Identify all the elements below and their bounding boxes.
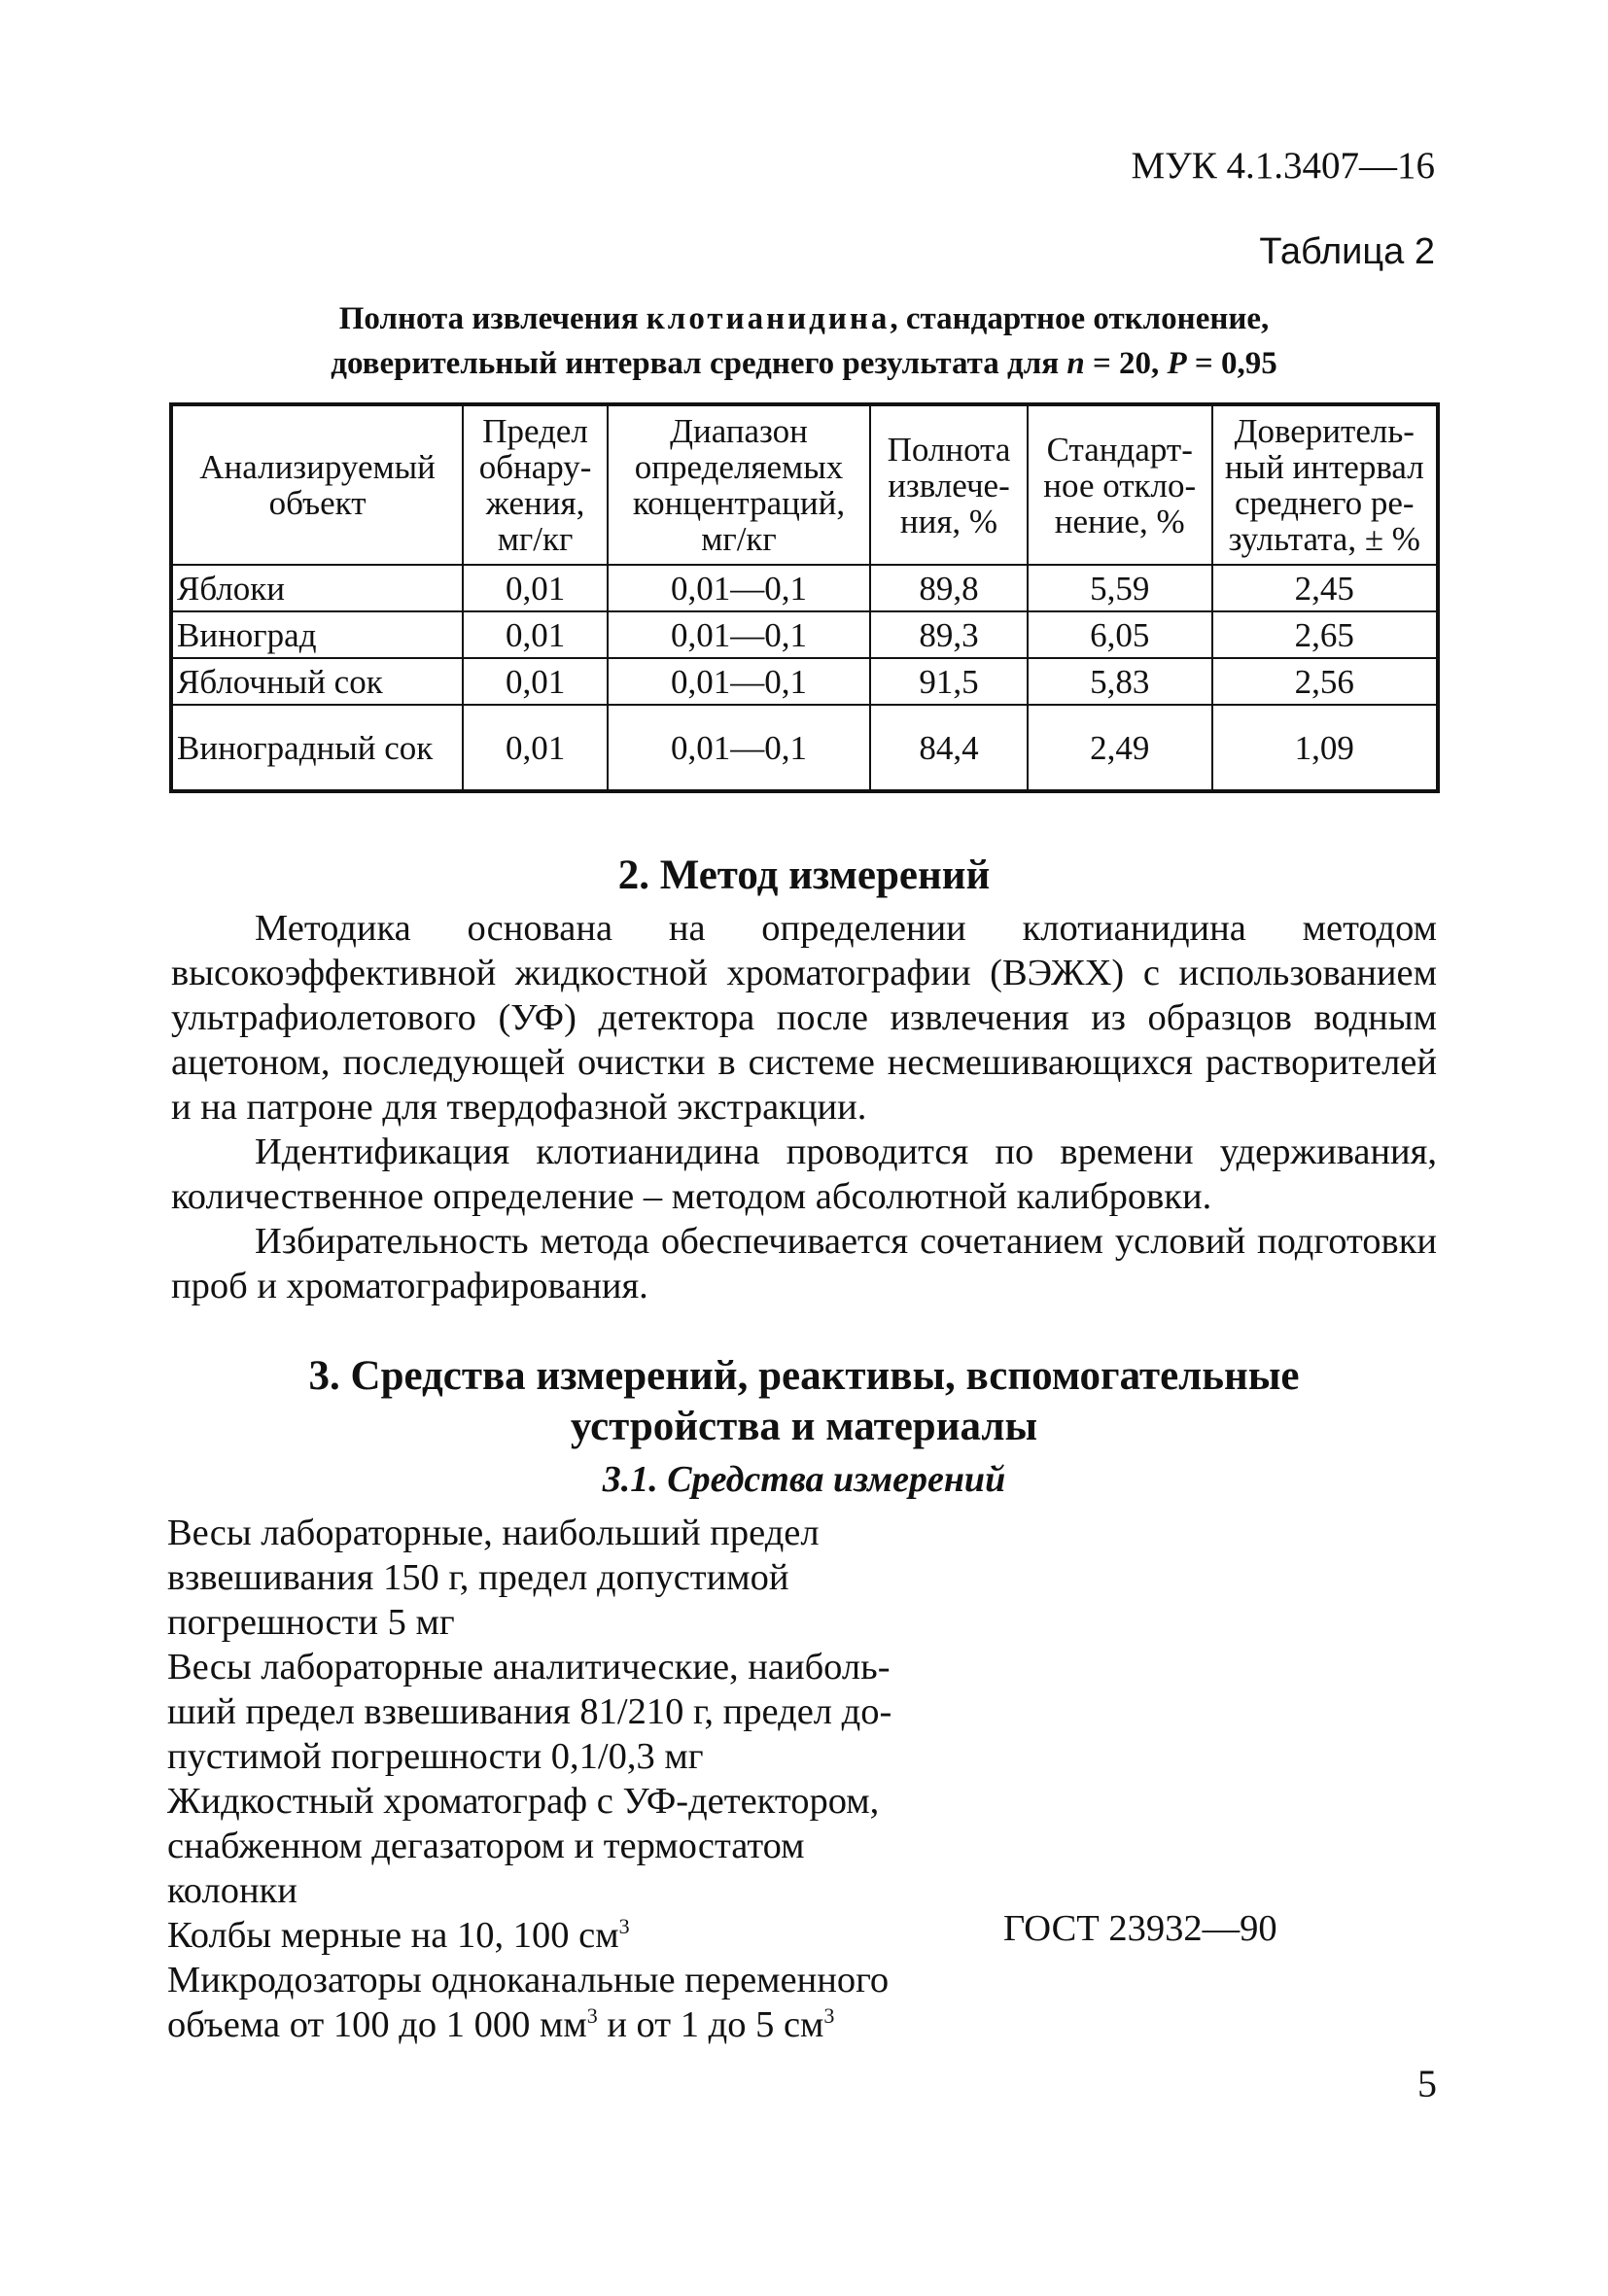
paragraph: Методика основана на определении клотианидина методом высокоэффективной жидкостной хроматографии (ВЭЖХ) с использованием ультрафиолетового (УФ) детектора после извлечения из образцов водным ацетоном, последующей очистки в системе несмешивающихся растворителей и на патроне для твердофазной экстракции. — [171, 908, 1437, 1128]
item-line: Колбы мерные на 10, 100 см — [167, 1915, 619, 1956]
table-cell: 89,3 — [870, 611, 1028, 658]
superscript: 3 — [586, 2003, 598, 2029]
table-cell: 91,5 — [870, 658, 1028, 705]
item-line — [167, 2002, 964, 2047]
table-cell: 0,01—0,1 — [608, 565, 870, 611]
item-line: погрешности 5 мг — [167, 1602, 455, 1643]
column-header: Стандарт-ное откло-нение, % — [1028, 404, 1212, 565]
section-3-heading — [171, 1351, 1437, 1452]
paragraph: Избирательность метода обеспечивается сочетанием условий подготовки проб и хроматографирования. — [171, 1221, 1437, 1306]
item-line: ший предел взвешивания 81/210 г, предел до- — [167, 1691, 892, 1732]
column-header: Полнота извлече-ния, % — [870, 404, 1028, 565]
title-text: доверительный интервал среднего результата для — [331, 346, 1067, 381]
column-header: Предел обнару-жения, мг/кг — [463, 404, 608, 565]
table-cell: Яблоки — [171, 565, 463, 611]
superscript: 3 — [823, 2003, 835, 2029]
table-cell: 5,59 — [1028, 565, 1212, 611]
table-cell: 6,05 — [1028, 611, 1212, 658]
equipment-item — [167, 1645, 964, 1779]
table-cell: 0,01—0,1 — [608, 658, 870, 705]
section-3-heading-line-1: 3. Средства измерений, реактивы, вспомогательные — [308, 1353, 1300, 1399]
table-cell: 84,4 — [870, 705, 1028, 791]
table-cell: 2,56 — [1212, 658, 1438, 705]
title-text: Полнота извлечения — [338, 301, 647, 336]
table-title — [171, 296, 1437, 386]
column-header: Анализируемый объект — [171, 404, 463, 565]
title-p: P — [1167, 346, 1187, 381]
table-row — [171, 565, 1438, 611]
table-cell: Виноград — [171, 611, 463, 658]
item-line: Весы лабораторные, наибольший предел — [167, 1513, 820, 1553]
item-line: Весы лабораторные аналитические, наиболь- — [167, 1647, 891, 1687]
table-cell: 0,01 — [463, 705, 608, 791]
table-caption: Таблица 2 — [1259, 231, 1435, 272]
results-table — [169, 402, 1440, 793]
title-substance: клотианидина — [646, 301, 891, 336]
table-cell: 2,65 — [1212, 611, 1438, 658]
subsection-3-1-heading: 3.1. Средства измерений — [602, 1459, 1006, 1500]
table-header-row — [171, 404, 1438, 565]
table-row — [171, 611, 1438, 658]
equipment-item — [167, 1913, 964, 1958]
table-cell: 0,01 — [463, 611, 608, 658]
equipment-item — [167, 1958, 964, 2047]
column-header: Доверитель-ный интервал среднего ре-зультата, ± % — [1212, 404, 1438, 565]
equipment-item — [167, 1511, 964, 1645]
table-title-line-2 — [171, 341, 1437, 386]
item-text: и от 1 до 5 см — [597, 2004, 824, 2045]
item-line: снабженном дегазатором и термостатом — [167, 1826, 805, 1866]
column-header: Диапазон определяемых концентраций, мг/кг — [608, 404, 870, 565]
standard-reference: ГОСТ 23932—90 — [1003, 1908, 1277, 1949]
item-line: Жидкостный хроматограф с УФ-детектором, — [167, 1781, 880, 1822]
title-text: = 0,95 — [1186, 346, 1277, 381]
item-line: Микродозаторы одноканальные переменного — [167, 1960, 890, 2000]
table-cell: 0,01—0,1 — [608, 705, 870, 791]
section-2-body — [171, 906, 1437, 1308]
superscript: 3 — [618, 1914, 630, 1939]
section-2-heading: 2. Метод измерений — [617, 852, 991, 898]
table-cell: 5,83 — [1028, 658, 1212, 705]
document-id: МУК 4.1.3407—16 — [1131, 145, 1435, 187]
table-cell: Яблочный сок — [171, 658, 463, 705]
table-cell: 2,49 — [1028, 705, 1212, 791]
title-text: = 20, — [1084, 346, 1168, 381]
table-cell: 89,8 — [870, 565, 1028, 611]
table-cell: 0,01—0,1 — [608, 611, 870, 658]
section-3-heading-line-2: устройства и материалы — [570, 1404, 1038, 1449]
table-cell: Виноградный сок — [171, 705, 463, 791]
page-number: 5 — [1417, 2062, 1437, 2105]
table-cell: 0,01 — [463, 565, 608, 611]
table-row — [171, 658, 1438, 705]
table-cell: 1,09 — [1212, 705, 1438, 791]
table-row — [171, 705, 1438, 791]
title-text: , стандартное отклонение, — [890, 301, 1270, 336]
item-line: пустимой погрешности 0,1/0,3 мг — [167, 1736, 704, 1777]
table-cell: 0,01 — [463, 658, 608, 705]
title-n: n — [1066, 346, 1085, 381]
item-text: объема от 100 до 1 000 мм — [167, 2004, 587, 2045]
item-line: колонки — [167, 1870, 297, 1911]
table-cell: 2,45 — [1212, 565, 1438, 611]
table-title-line-1 — [171, 296, 1437, 341]
equipment-item — [167, 1779, 964, 1913]
paragraph: Идентификация клотианидина проводится по времени удерживания, количественное определение – методом абсолютной калибровки. — [171, 1131, 1437, 1217]
item-line: взвешивания 150 г, предел допустимой — [167, 1557, 789, 1598]
